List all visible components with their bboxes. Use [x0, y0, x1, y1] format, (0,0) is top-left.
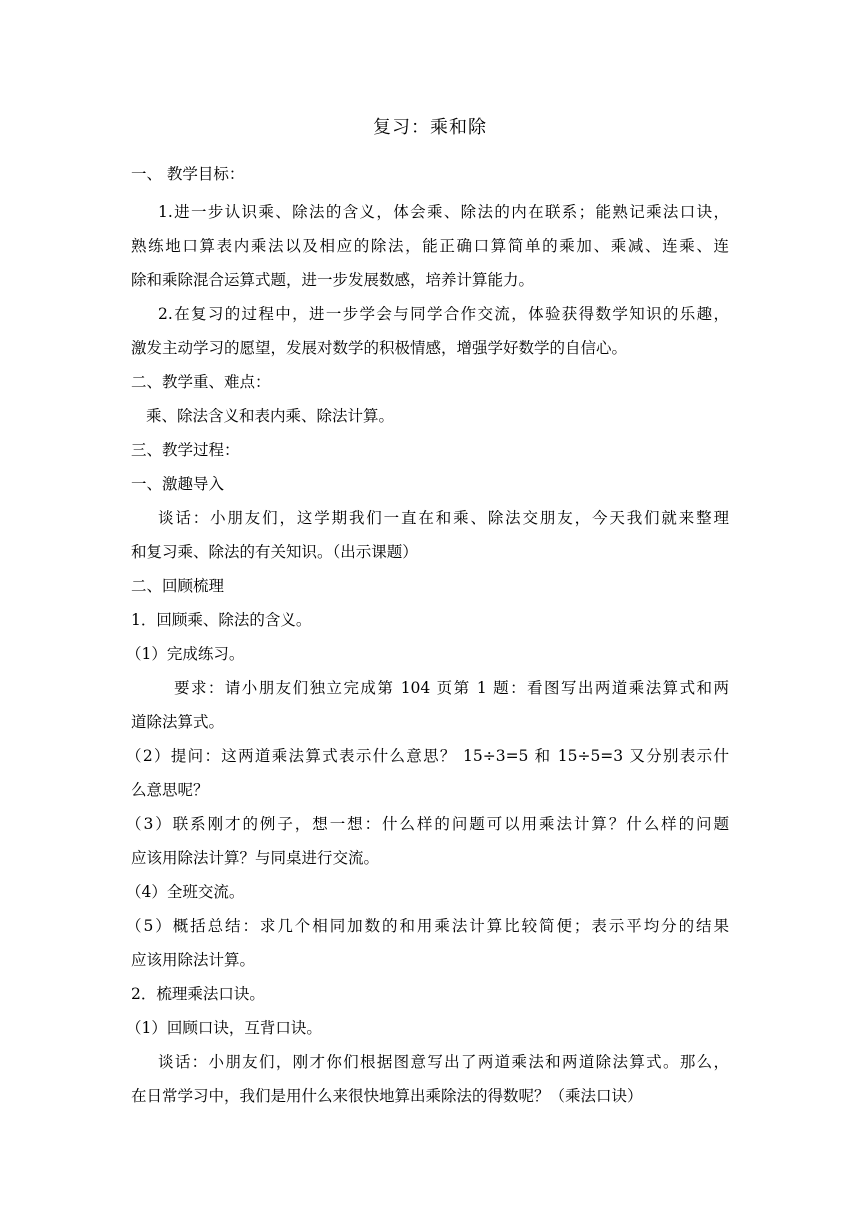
paragraph-line: 么意思呢？ [131, 781, 209, 799]
paragraph-line: 在日常学习中，我们是用什么来很快地算出乘除法的得数呢？（乘法口诀） [131, 1087, 643, 1105]
subsection-heading: 二、回顾梳理 [131, 577, 225, 595]
paragraph-line: 应该用除法计算。 [131, 951, 256, 969]
paragraph-line: 要求：请小朋友们独立完成第 104 页第 1 题：看图写出两道乘法算式和两 [174, 679, 729, 697]
numbered-item: （4）全班交流。 [126, 883, 245, 901]
numbered-item: 2．梳理乘法口诀。 [131, 985, 265, 1003]
paragraph-line: （2）提问：这两道乘法算式表示什么意思？ 15÷3=5 和 15÷5=3 又分别表示什 [126, 747, 729, 765]
numbered-item: 1．回顾乘、除法的含义。 [131, 611, 312, 629]
paragraph-line: 谈话：小朋友们，刚才你们根据图意写出了两道乘法和两道除法算式。那么， [158, 1053, 729, 1071]
subsection-heading: 一、激趣导入 [131, 475, 225, 493]
section-heading-process: 三、教学过程： [131, 441, 240, 459]
paragraph-line: 应该用除法计算？与同桌进行交流。 [131, 849, 380, 867]
paragraph-line: 激发主动学习的愿望，发展对数学的积极情感，增强学好数学的自信心。 [131, 339, 628, 357]
section-heading-keypoints: 二、教学重、难点： [131, 373, 271, 391]
paragraph-line: 1.进一步认识乘、除法的含义，体会乘、除法的内在联系；能熟记乘法口诀， [158, 203, 729, 221]
paragraph-line: 乘、除法含义和表内乘、除法计算。 [146, 407, 395, 425]
paragraph-line: 和复习乘、除法的有关知识。（出示课题） [131, 543, 418, 561]
numbered-item: （1）完成练习。 [126, 645, 245, 663]
document-title: 复习：乘和除 [373, 117, 487, 138]
paragraph-line: （5）概括总结：求几个相同加数的和用乘法计算比较简便；表示平均分的结果 [126, 917, 729, 935]
paragraph-line: 2.在复习的过程中，进一步学会与同学合作交流，体验获得数学知识的乐趣， [158, 305, 729, 323]
numbered-item: （1）回顾口诀，互背口诀。 [126, 1019, 322, 1037]
paragraph-line: （3）联系刚才的例子，想一想：什么样的问题可以用乘法计算？什么样的问题 [126, 815, 729, 833]
section-heading-goals: 一、 教学目标： [131, 165, 245, 183]
paragraph-line: 熟练地口算表内乘法以及相应的除法，能正确口算简单的乘加、乘减、连乘、连 [131, 237, 729, 255]
paragraph-line: 谈话：小朋友们，这学期我们一直在和乘、除法交朋友，今天我们就来整理 [158, 509, 729, 527]
paragraph-line: 道除法算式。 [131, 713, 225, 731]
paragraph-line: 除和乘除混合运算式题，进一步发展数感，培养计算能力。 [131, 271, 535, 289]
